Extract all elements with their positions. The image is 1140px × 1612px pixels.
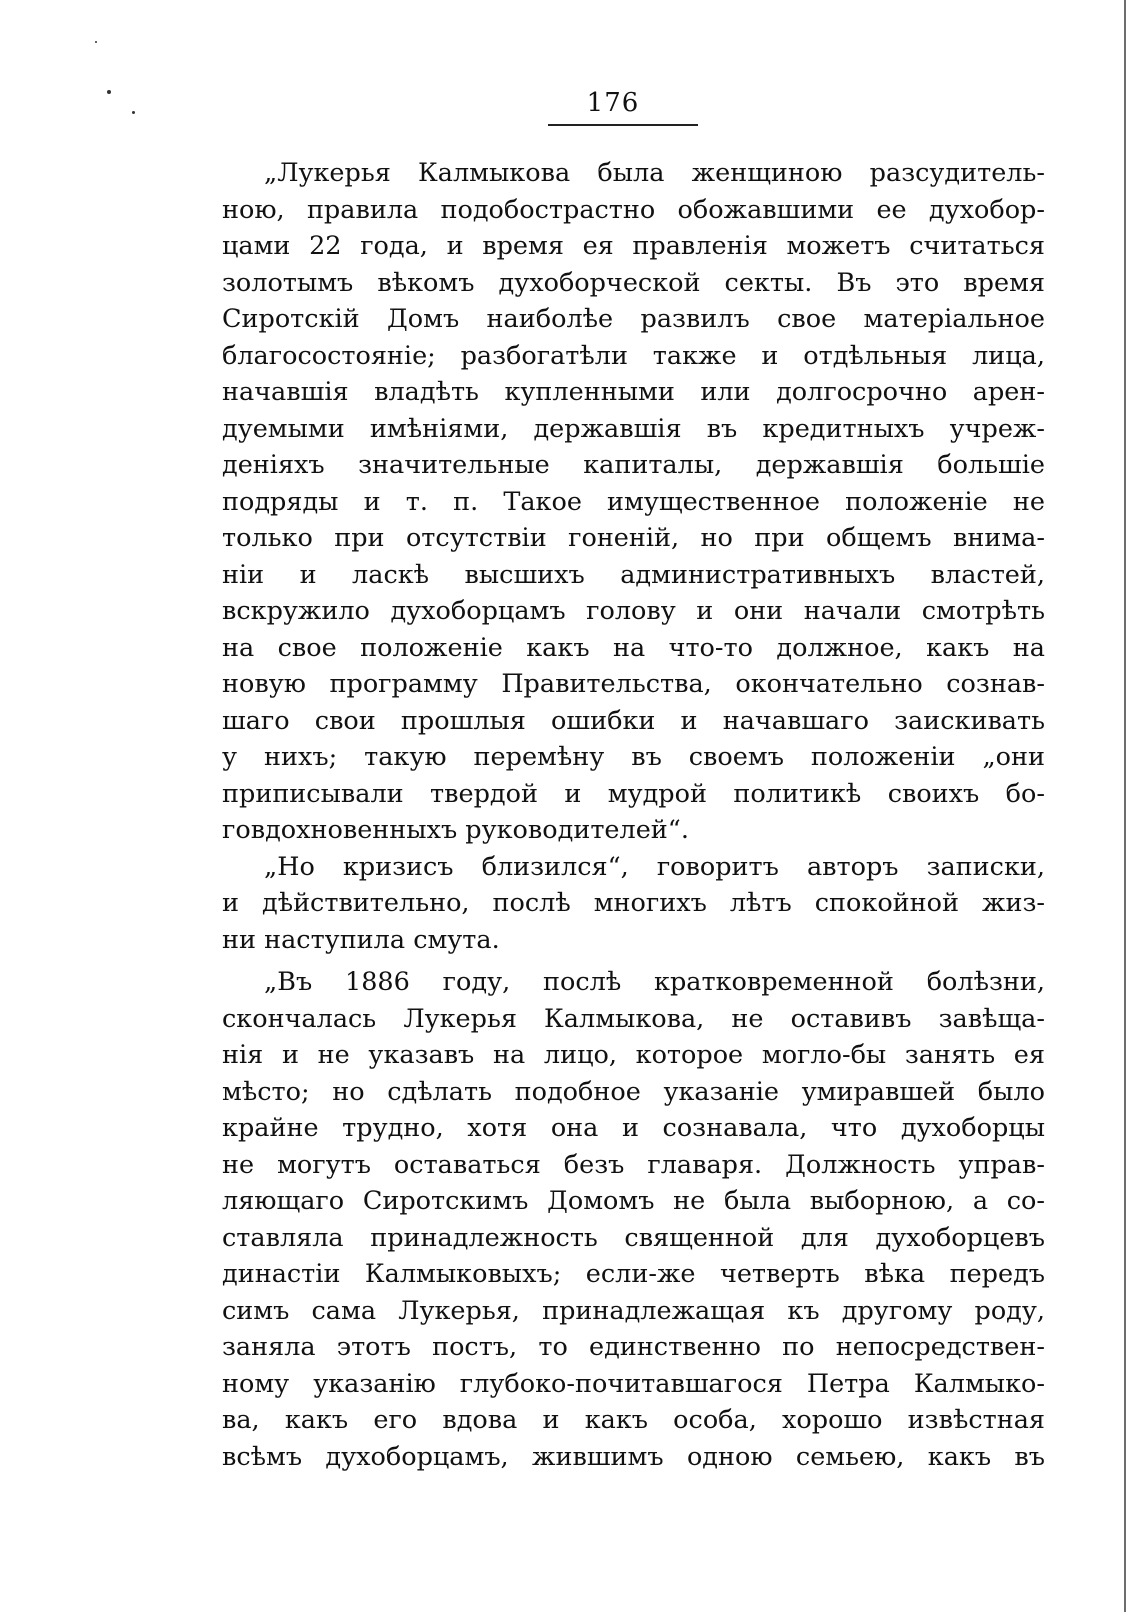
text-line: крайне трудно, хотя она и сознавала, что духоборцы	[222, 1113, 1045, 1143]
text-line: новую программу Правительства, окончательно сознав-	[222, 669, 1045, 699]
text-line: цами 22 года, и время ея правленія можетъ считаться	[222, 231, 1045, 261]
text-line: всѣмъ духоборцамъ, жившимъ одною семьею, какъ въ	[222, 1441, 1045, 1472]
text-line: на свое положеніе какъ на что-то должное, какъ на	[222, 632, 1045, 663]
text-line: заняла этотъ постъ, то единственно по непосредствен-	[222, 1332, 1045, 1362]
page-number: 176	[586, 88, 640, 118]
text-line: „Лукерья Калмыкова была женщиною разсудитель-	[264, 158, 1045, 188]
scan-speck	[132, 111, 135, 114]
text-line: приписывали твердой и мудрой политикѣ своихъ бо-	[222, 778, 1045, 809]
text-line: нія и не указавъ на лицо, которое могло-бы занять ея	[222, 1040, 1045, 1070]
text-line: ставляла принадлежность священной для духоборцевъ	[222, 1222, 1045, 1253]
body-text	[222, 155, 1045, 1475]
scan-edge-line	[1124, 0, 1126, 1612]
text-line: мѣсто; но сдѣлать подобное указаніе умиравшей было	[222, 1076, 1045, 1107]
text-line: „Въ 1886 году, послѣ кратковременной болѣзни,	[264, 967, 1045, 997]
text-line: благосостояніе; разбогатѣли также и отдѣльныя лица,	[222, 340, 1045, 371]
text-line: скончалась Лукерья Калмыкова, не оставивъ завѣща-	[222, 1003, 1045, 1034]
text-line: ни наступила смута.	[222, 924, 500, 955]
text-line: „Но кризисъ близился“, говоритъ авторъ записки,	[264, 851, 1045, 882]
text-line: золотымъ вѣкомъ духоборческой секты. Въ это время	[222, 267, 1045, 298]
text-line: говдохновенныхъ руководителей“.	[222, 815, 689, 845]
text-line: деніяхъ значительные капиталы, державшія большіе	[222, 450, 1045, 480]
text-line: симъ сама Лукерья, принадлежащая къ другому роду,	[222, 1295, 1045, 1326]
page-number-rule	[548, 124, 698, 126]
text-line: начавшія владѣть купленными или долгосрочно арен-	[222, 377, 1045, 407]
text-line: дуемыми имѣніями, державшія въ кредитныхъ учреж-	[222, 413, 1045, 444]
text-line: ва, какъ его вдова и какъ особа, хорошо извѣстная	[222, 1405, 1045, 1435]
text-line: подряды и т. п. Такое имущественное положеніе не	[222, 486, 1045, 517]
text-line: только при отсутствіи гоненій, но при общемъ внима-	[222, 523, 1045, 553]
text-line: ніи и ласкѣ высшихъ административныхъ властей,	[222, 559, 1045, 590]
text-line: ною, правила подобострастно обожавшими ее духобор-	[222, 194, 1045, 225]
text-line: династіи Калмыковыхъ; если-же четверть вѣка передъ	[222, 1259, 1045, 1289]
text-line: шаго свои прошлыя ошибки и начавшаго заискивать	[222, 705, 1045, 736]
text-line: Сиротскій Домъ наиболѣе развилъ свое матеріальное	[222, 304, 1045, 334]
text-line: ляющаго Сиротскимъ Домомъ не была выборною, а со-	[222, 1186, 1045, 1216]
text-line: ному указанію глубоко-почитавшагося Петра Калмыко-	[222, 1368, 1045, 1399]
text-line: и дѣйствительно, послѣ многихъ лѣтъ спокойной жиз-	[222, 888, 1045, 918]
scan-speck	[107, 90, 111, 94]
text-line: не могутъ оставаться безъ главаря. Должность управ-	[222, 1149, 1045, 1180]
text-line: у нихъ; такую перемѣну въ своемъ положеніи „они	[222, 742, 1045, 772]
scan-speck	[95, 41, 97, 43]
text-line: вскружило духоборцамъ голову и они начали смотрѣть	[222, 596, 1045, 626]
